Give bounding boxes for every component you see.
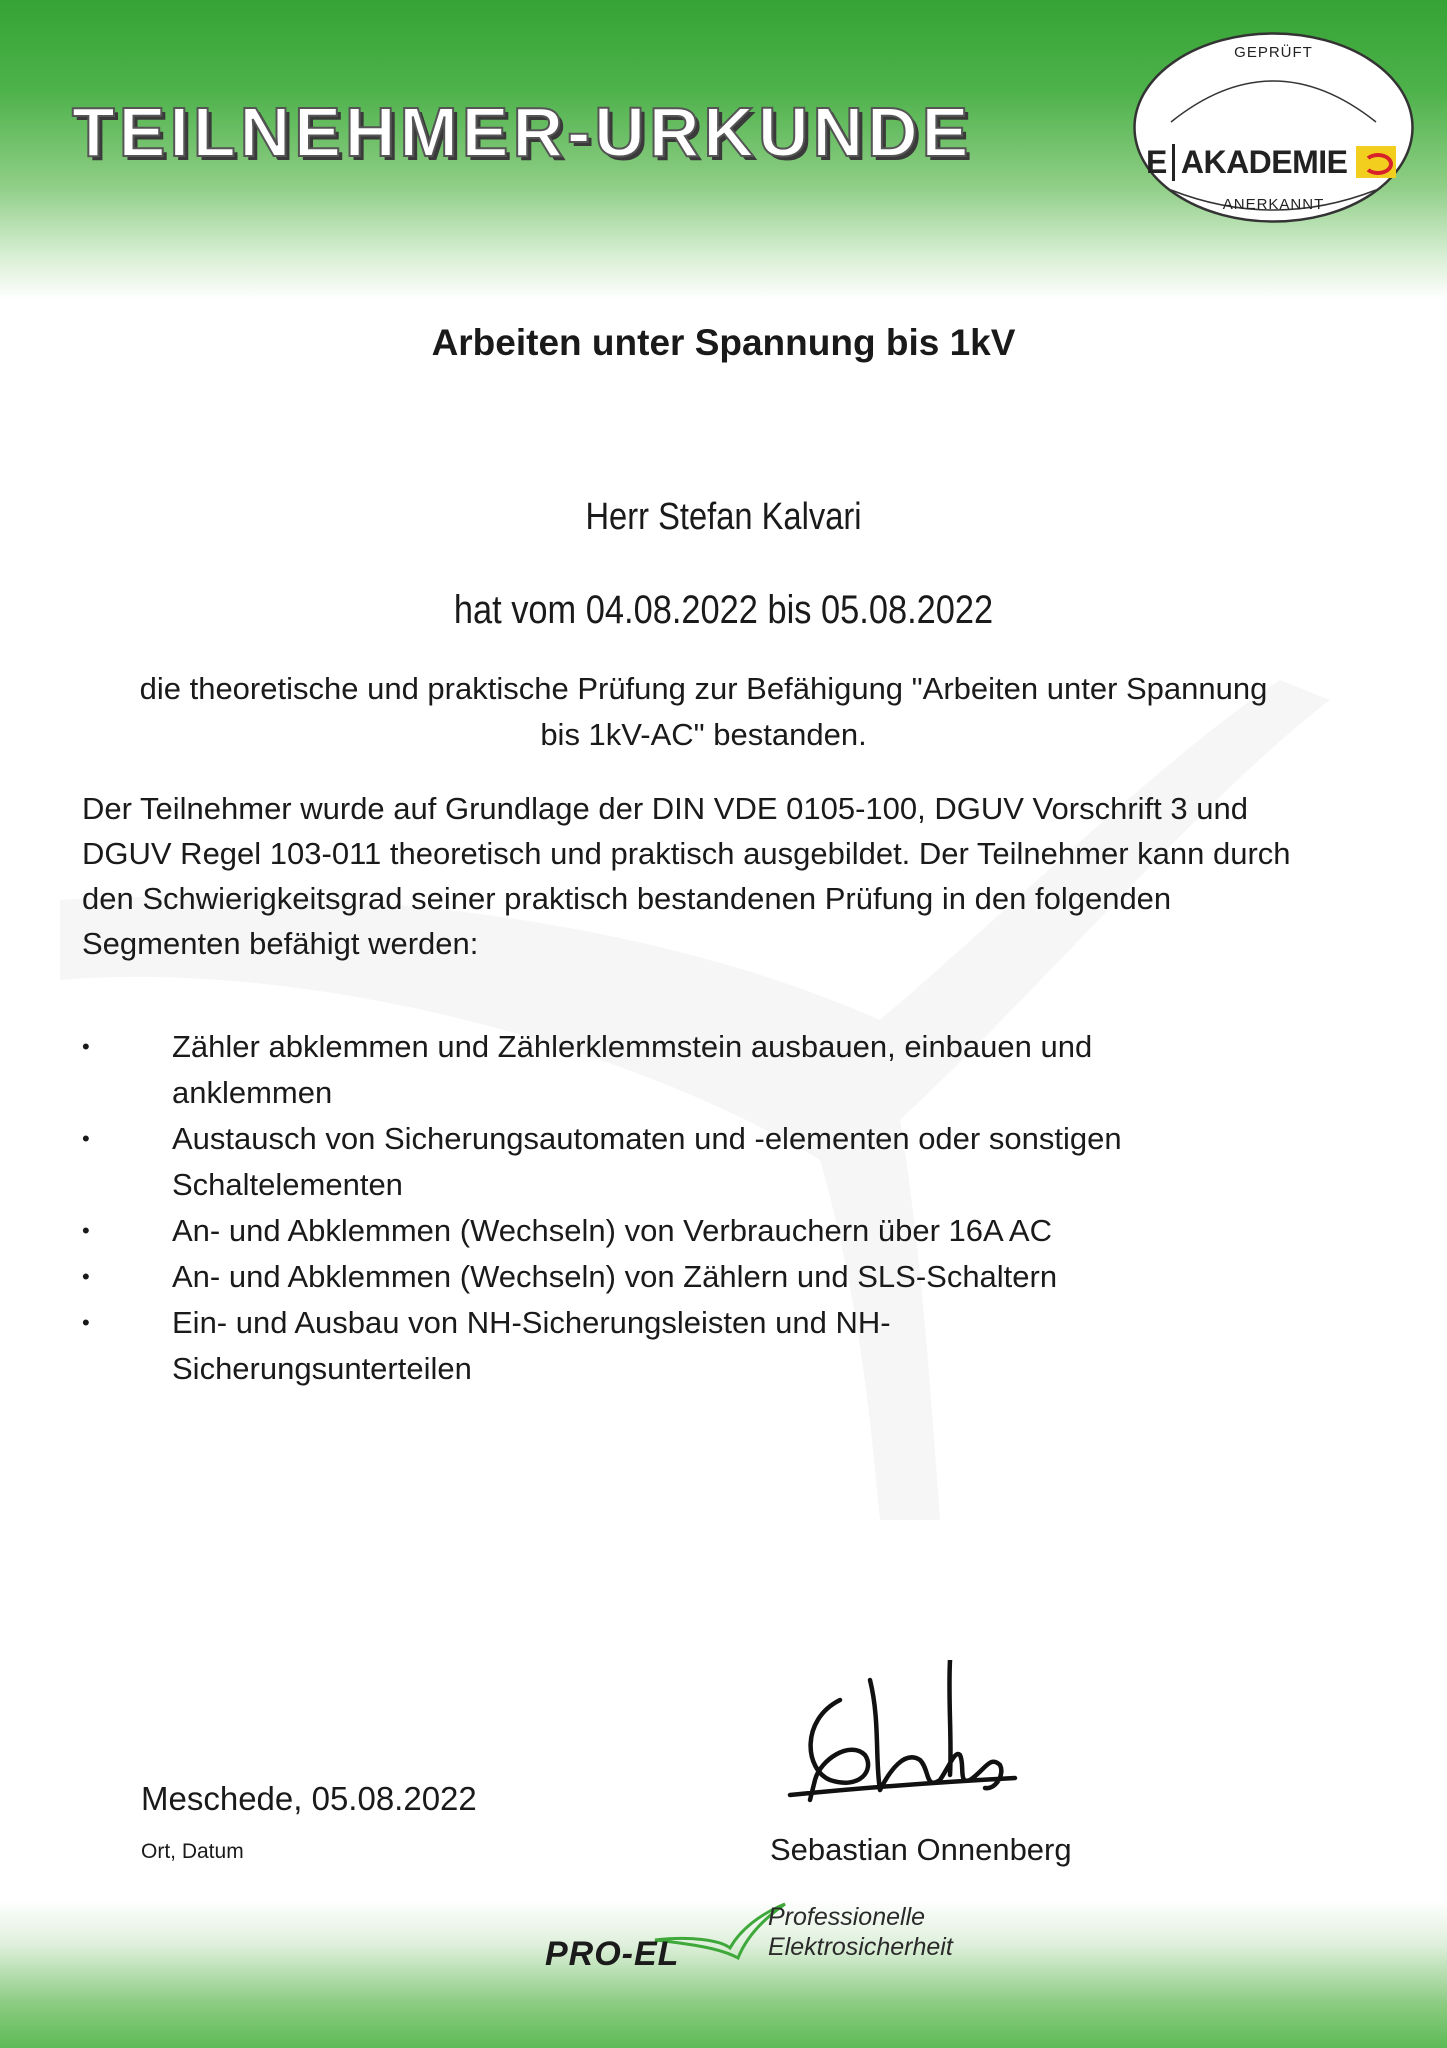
certification-seal — [1131, 30, 1416, 225]
exam-statement: die theoretische und praktische Prüfung zur Befähigung "Arbeiten unter Spannung bis 1kV-AC" bestanden. — [139, 671, 1268, 752]
seal-top-text: GEPRÜFT — [1234, 44, 1313, 61]
course-title: Arbeiten unter Spannung bis 1kV — [431, 322, 1016, 363]
seal-brand-name: AKADEMIE — [1180, 143, 1348, 180]
bullet-icon: • — [82, 1126, 90, 1151]
course-date-range: hat vom 04.08.2022 bis 05.08.2022 — [453, 588, 994, 632]
tagline-line-1: Professionelle — [768, 1903, 926, 1931]
bullet-icon: • — [82, 1310, 90, 1335]
e-mark-icon — [1356, 146, 1396, 178]
skills-list — [82, 1024, 1282, 1392]
place-date: Meschede, 05.08.2022 — [141, 1780, 477, 1817]
skill-text: Zähler abklemmen und Zählerklemmstein ausbauen, einbauen und anklemmen — [172, 1029, 1093, 1110]
bullet-icon: • — [82, 1034, 90, 1059]
bullet-icon: • — [82, 1218, 90, 1243]
pro-el-logo: PRO-EL — [545, 1935, 680, 1973]
seal-logo — [1138, 140, 1408, 184]
place-date-caption: Ort, Datum — [141, 1840, 244, 1863]
list-item — [82, 1208, 1202, 1254]
skill-text: Ein- und Ausbau von NH-Sicherungsleisten und NH-Sicherungsunterteilen — [172, 1305, 891, 1386]
bullet-icon: • — [82, 1264, 90, 1289]
tagline-line-2: Elektrosicherheit — [768, 1933, 953, 1961]
seal-brand — [1146, 144, 1348, 181]
list-item — [82, 1300, 1202, 1392]
participant-name: Herr Stefan Kalvari — [585, 496, 862, 538]
handwritten-signature — [780, 1660, 1020, 1830]
training-description: Der Teilnehmer wurde auf Grundlage der DIN VDE 0105-100, DGUV Vorschrift 3 und DGUV Regel 103-011 theoretisch und praktisch ausgebildet. Der Teilnehmer kann durch den Schwierigkeitsgrad seiner praktisch bestandenen Prüfung in den folgenden Segmenten befähigt werden: — [82, 791, 1291, 961]
seal-bottom-text: ANERKANNT — [1222, 196, 1325, 213]
list-item — [82, 1116, 1202, 1208]
certificate-heading: TEILNEHMER-URKUNDE — [72, 93, 973, 171]
footer-tagline — [768, 1902, 953, 1962]
skill-text: An- und Abklemmen (Wechseln) von Verbrauchern über 16A AC — [172, 1213, 1052, 1248]
signer-name: Sebastian Onnenberg — [770, 1832, 1072, 1867]
list-item — [82, 1024, 1202, 1116]
list-item — [82, 1254, 1202, 1300]
seal-brand-prefix: E — [1146, 144, 1175, 181]
skill-text: An- und Abklemmen (Wechseln) von Zählern und SLS-Schaltern — [172, 1259, 1058, 1294]
skill-text: Austausch von Sicherungsautomaten und -elementen oder sonstigen Schaltelementen — [172, 1121, 1122, 1202]
